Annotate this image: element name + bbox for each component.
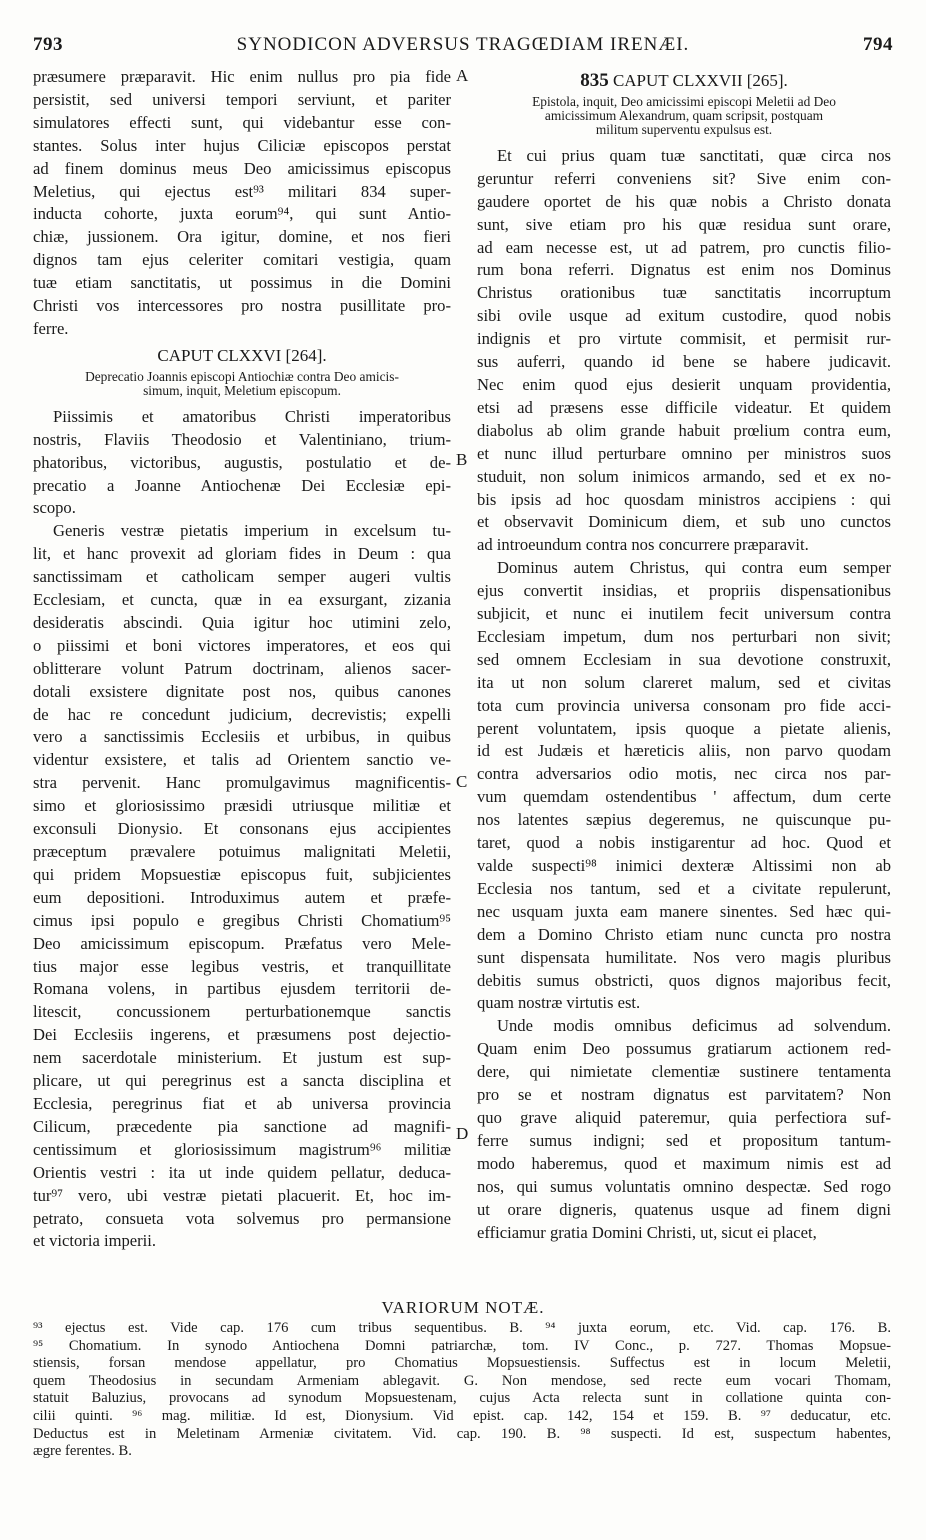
text-line: o piissimi et boni victores imperatores, et eos qui <box>33 635 451 655</box>
left-paragraph-1 <box>33 66 451 341</box>
text-line: simulatores effecti sunt, qui videbantur esse con- <box>33 112 451 132</box>
left-column <box>33 66 451 1253</box>
argument-line: militum superventu expulsus est. <box>595 121 773 137</box>
chapter-title-177 <box>477 70 891 93</box>
text-line: subjicit, et nunc ei inutilem fecit universum contra <box>477 604 891 624</box>
chapter-argument-177 <box>477 95 891 137</box>
text-line: præceptum prævalere potuimus malignitati Meletii, <box>33 842 451 861</box>
text-line: bis ipsis ad hoc quosdam ministros accipiens : qui <box>477 489 891 509</box>
argument-line: amicissimum Alexandrum, quam scripsit, postquam <box>544 107 824 123</box>
text-line: ad finem dominus meus Deo amicissimus episcopus <box>33 158 451 178</box>
text-line: et observavit Dominicum diem, et sub uno cunctos <box>477 512 891 532</box>
text-line: phatoribus, victoribus, augustis, postulatio et de- <box>33 452 451 472</box>
text-line: Quam enim Deo possumus gratiarum actionem red- <box>477 1039 891 1059</box>
text-line: cilii quinti. ⁹⁶ mag. militiæ. Id est, Dionysium. Vid epist. cap. 142, 154 et 159. B. ⁹⁷ deducatur, etc. <box>33 1407 891 1424</box>
text-line: Unde modis omnibus deficimus ad solvendum. <box>497 1016 891 1036</box>
text-line: nec usquam juxta eam manere sinentes. Sed hæc qui- <box>477 901 891 921</box>
text-line: Christi vos intercessores pro nostra pusillitate pro- <box>33 296 451 316</box>
chapter-marginal-number: 835 <box>580 70 609 91</box>
text-line: Ecclesiam impetum, dum nos perturbari non sivit; <box>477 626 891 646</box>
text-line: inducta cohorte, juxta eorum⁹⁴, qui sunt Antio- <box>33 204 451 224</box>
text-line: nos latentes sæpius degeremus, ne quiscunque pu- <box>477 810 891 830</box>
text-line: Ecclesia nos tantum, sed et a civitate repulerunt, <box>477 878 891 898</box>
text-line: tuæ etiam sanctitatis, ut possimus in die Domini <box>33 273 451 293</box>
text-line: Orientis vestri : ita ut inde quidem pellatur, deduca- <box>33 1162 451 1182</box>
text-line: de hac re concedunt judicium, decrevistis; expelli <box>33 704 451 724</box>
text-line: precatio a Joanne Antiochenæ Dei Ecclesiæ epi- <box>33 475 451 495</box>
text-line: dotali exsistere dignitate post nos, quibus canones <box>33 681 451 701</box>
text-line: statuit Baluzius, provocans ad synodum Mopsuestenam, cujus Acta relecta sunt in collatione quinta con- <box>33 1390 891 1407</box>
text-line: pro se et nostram dignatus est parvitatem? Non <box>477 1085 891 1105</box>
text-line: Generis vestræ pietatis imperium in excelsum tu- <box>53 521 451 541</box>
text-line: Et cui prius quam tuæ sanctitati, quæ circa nos <box>497 145 891 165</box>
text-line: qui pridem Mopsuestiæ episcopus fuit, subjicientes <box>33 864 451 884</box>
text-line: Ecclesia, peregrinus fiat et ab universa provincia <box>33 1093 451 1113</box>
text-line: ⁹⁵ Chomatium. In synodo Antiochena Domni patriarchæ, tom. IV Conc., p. 727. Thomas Mopsue- <box>33 1337 891 1354</box>
text-line: Nec enim quod ejus desierit unquam providentia, <box>477 374 891 394</box>
text-line: vero a sanctissimis Ecclesiis et urbibus, in quibus <box>33 727 451 747</box>
text-line: et victoria imperii. <box>33 1231 157 1251</box>
right-paragraph-2 <box>477 557 891 1015</box>
variorum-notes <box>33 1320 891 1461</box>
argument-line: Epistola, inquit, Deo amicissimi episcopi Meletii ad Deo <box>532 93 836 109</box>
page-header <box>33 34 893 58</box>
text-line: ejus convertit insidias, et propriis dispensationibus <box>477 581 891 601</box>
text-line: lit, et hanc provexit ad gloriam fides in Deum : qua <box>33 544 451 564</box>
text-line: centissimum et gloriosissimum magistrum⁹⁶ militiæ <box>33 1139 451 1159</box>
argument-line: Deprecatio Joannis episcopi Antiochiæ contra Deo amicis- <box>85 368 399 384</box>
text-line: stiensis, forsan mendose appellatur, pro Chomatius Mopsuestiensis. Suffectus est in locum Meletii, <box>33 1355 891 1372</box>
text-line: chiæ, jussionem. Ora igitur, domine, et nos fieri <box>33 227 451 247</box>
text-line: valde suspecti⁹⁸ inimici dexteræ Altissimi non ab <box>477 856 891 875</box>
text-line: sanctissimam et catholicam semper augeri vultis <box>33 567 451 587</box>
margin-marker-c: C <box>456 772 468 791</box>
text-line: Piissimis et amatoribus Christi imperatoribus <box>53 406 451 426</box>
text-line: sunt, sive etiam pro his quæ residua sunt orare, <box>477 214 891 234</box>
notes-title: VARIORUM NOTÆ. <box>381 1298 545 1317</box>
text-line: nos, qui sumus voluntatis omnino despectæ. Sed rogo <box>477 1176 891 1196</box>
text-line: sed omnem Ecclesiam in sua devotione construxit, <box>477 649 891 669</box>
chapter-title-text: CAPUT CLXXVII [265]. <box>612 71 788 90</box>
text-line: Deductus est in Meletinam Armeniæ civitatem. Vid. cap. 190. B. ⁹⁸ suspecti. Id est, suspectum habentes, <box>33 1425 891 1442</box>
text-line: simo et gloriosissimo præsidi utriusque militiæ et <box>33 796 451 816</box>
text-line: sunt dispensata humilitate. Nos vero magis pluribus <box>477 947 891 967</box>
text-line: efficiamur gratia Domini Christi, ut, sicut ei placet, <box>477 1222 817 1242</box>
text-line: nem sacerdotale ministerium. Et justum est sup- <box>33 1048 451 1068</box>
argument-line: simum, inquit, Meletium episcopum. <box>143 382 341 398</box>
text-line: dere, qui nimietate clementiæ sustinere tentamenta <box>477 1062 891 1082</box>
running-title: SYNODICON ADVERSUS TRAGŒDIAM IRENÆI. <box>236 34 690 55</box>
text-line: modo haberemus, quod et maximum nimis est ad <box>477 1153 891 1173</box>
text-line: ⁹³ ejectus est. Vide cap. 176 cum tribus sequentibus. B. ⁹⁴ juxta eorum, etc. Vid. cap. 176. B. <box>33 1320 891 1336</box>
text-line: ad eam necesse est, ut ad patrem, pro cunctis filio- <box>477 237 891 257</box>
text-line: Dei Ecclesiis ingerens, et præsumens post dejectio- <box>33 1025 451 1045</box>
text-line: gaudere oportet de his quæ nobis a Christo donata <box>477 191 891 211</box>
text-line: oblitterare volunt Patrum doctrinam, alienos sacer- <box>33 658 451 678</box>
text-line: studuit, non solum inimicos armando, sed et ex no- <box>477 466 891 486</box>
text-line: scopo. <box>33 498 76 518</box>
text-line: contra adversarios odio motis, nec circa nos par- <box>477 764 891 784</box>
text-line: vum quemdam ostendentibus ' affectum, dum certe <box>477 787 891 807</box>
text-line: taret, quod a nobis instigarentur ad hoc. Quod et <box>477 833 891 853</box>
text-line: tius major esse legibus vestris, et tranquillitate <box>33 956 451 976</box>
chapter-title-176: CAPUT CLXXVI [264]. <box>157 345 327 365</box>
text-line: cimus ipsi populo e gregibus Christi Chomatium⁹⁵ <box>33 910 451 930</box>
text-line: sus auferri, quando id bene se habere judicavit. <box>477 352 891 372</box>
text-line: diabolus ab olim grande habuit prœlium contra eum, <box>477 420 891 440</box>
text-line: stra pervenit. Hanc promulgavimus magnificentis- <box>33 773 451 793</box>
right-paragraph-3 <box>477 1015 891 1244</box>
text-line: dem a Domino Christo etiam nunc cuncta pro nostra <box>477 924 891 944</box>
text-line: eum depositioni. Introduximus autem et præfe- <box>33 887 451 907</box>
text-line: Christus orationibus tuæ sanctitatis incorruptum <box>477 283 891 303</box>
text-line: ferre sumus indigni; sed et propositum tantum- <box>477 1130 891 1150</box>
margin-marker-d: D <box>456 1124 469 1143</box>
text-line: sibi ovile usque ad exitum custodire, quod nobis <box>477 306 891 326</box>
text-line: ferre. <box>33 318 69 338</box>
chapter-argument-176 <box>33 370 451 398</box>
right-column <box>477 66 891 1244</box>
text-line: tur⁹⁷ vero, ubi vestræ pietati placuerit. Et, hoc im- <box>33 1185 451 1205</box>
text-line: Deo amicissimum episcopum. Præfatus vero Mele- <box>33 933 451 953</box>
text-line: ut orare digneris, quatenus usque ad finem digni <box>477 1199 891 1219</box>
text-line: quo grave aliquid pateremur, quia perfectiora suf- <box>477 1107 891 1127</box>
right-paragraph-1 <box>477 145 891 557</box>
text-line: exconsuli Dionysio. Et consonans ejus accipientes <box>33 819 451 839</box>
text-line: quam nostræ virtutis est. <box>477 993 641 1013</box>
text-line: indignis et pro virtute commisit, et permisit rur- <box>477 329 891 349</box>
margin-marker-b: B <box>456 450 468 469</box>
text-line: ægre ferentes. B. <box>33 1443 132 1460</box>
text-line: et nunc illud perturbare omnino per ministros suos <box>477 443 891 463</box>
text-line: præsumere præparavit. Hic enim nullus pro pia fide <box>33 67 451 86</box>
text-line: quem Theodosius in secundam Armeniam ablegavit. G. Non mendose, sed recte eum vocari Thomam, <box>33 1372 891 1389</box>
text-line: stantes. Solus inter hujus Ciliciæ episcopos perstat <box>33 135 451 155</box>
text-line: nostris, Flaviis Theodosio et Valentiniano, trium- <box>33 429 451 449</box>
text-line: Meletius, qui ejectus est⁹³ militari 834 super- <box>33 181 451 201</box>
page-number-left: 793 <box>33 34 63 55</box>
margin-marker-a: A <box>456 66 469 85</box>
text-line: ita ut non solum clareret malum, sed et civitas <box>477 672 891 692</box>
text-line: id est Judæis et hæreticis aliis, non parvo quodam <box>477 741 891 761</box>
text-line: Ecclesiam, et cuncta, quæ in ea exsurgant, zizania <box>33 590 451 610</box>
text-line: desideratis abscindi. Quia igitur hoc utimini zelo, <box>33 612 451 632</box>
text-line: etsi ad præsens esse difficile videatur. Et quidem <box>477 397 891 417</box>
text-line: tota cum provincia universa consonam pro fide acci- <box>477 695 891 715</box>
page-number-right: 794 <box>863 34 893 55</box>
text-line: Cilicum, præcedente pia sanctione ad magnifi- <box>33 1116 451 1136</box>
text-line: ad introeundum contra nos concurrere præparavit. <box>477 535 809 555</box>
text-line: geruntur referri conveniens sit? Sive enim con- <box>477 168 891 188</box>
text-line: litescit, concussionem perturbationemque sanctis <box>33 1002 451 1022</box>
text-line: dignos tam ejus celeriter comitari vestigia, quam <box>33 250 451 270</box>
text-line: persistit, sed universi tempori serviunt, et pariter <box>33 89 451 109</box>
text-line: videntur exsistere, et talis ad Orientem sanctio ve- <box>33 750 451 770</box>
text-line: perent voluntatem, ipsis quoque a pietate alienis, <box>477 718 891 738</box>
text-line: Romana volens, in partibus ejusdem territorii de- <box>33 979 451 999</box>
text-line: petrato, consueta vota solvemus pro permansione <box>33 1208 451 1228</box>
text-line: plicare, ut qui peregrinus est a sancta disciplina et <box>33 1071 451 1091</box>
text-line: debitis sumus obstricti, quos dignos majoribus fecit, <box>477 970 891 990</box>
left-paragraph-2 <box>33 406 451 521</box>
left-paragraph-3 <box>33 520 451 1253</box>
text-line: rum bona referri. Dignatus est enim nos Dominus <box>477 260 891 280</box>
text-line: Dominus autem Christus, qui contra eum semper <box>497 558 891 578</box>
